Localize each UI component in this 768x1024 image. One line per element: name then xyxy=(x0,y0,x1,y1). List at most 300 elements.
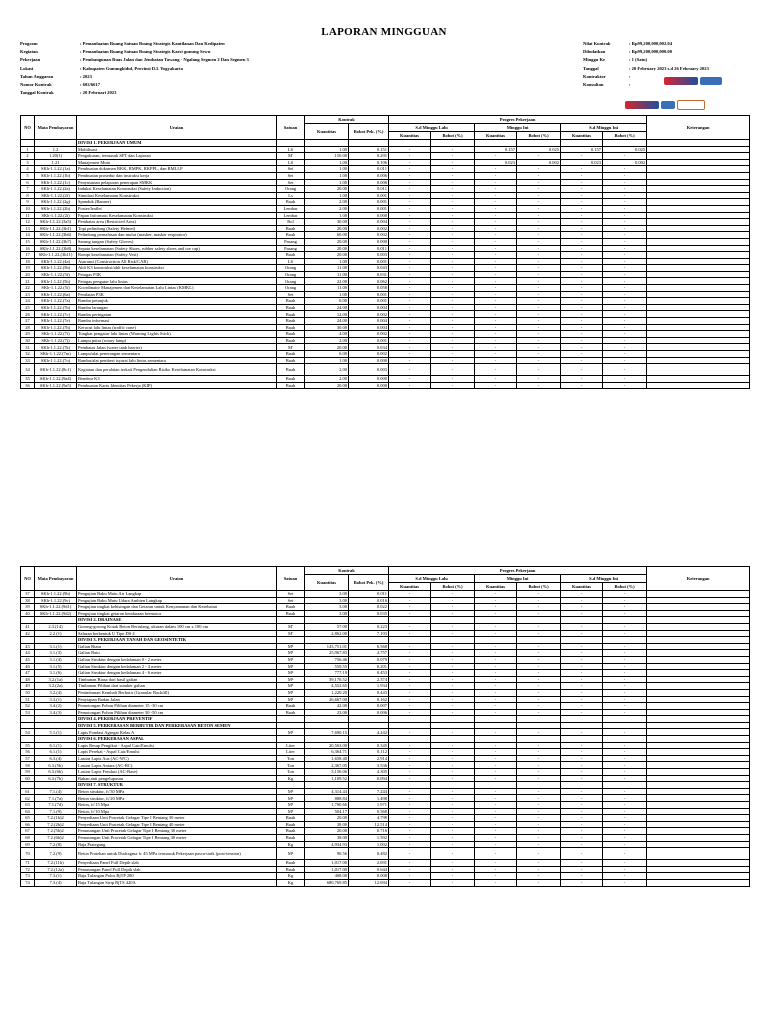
table-row xyxy=(21,749,750,756)
cell-no: 65 xyxy=(21,815,35,822)
cell-kuantitas: 1.00 xyxy=(305,172,349,179)
cell-satuan: M³ xyxy=(277,802,305,809)
cell-progress-m1: - xyxy=(475,199,517,206)
cell-progress-d1: - xyxy=(561,232,603,239)
table-row xyxy=(21,351,750,358)
cell-uraian: DIVISI 6. PERKERASAN ASPAL xyxy=(77,736,277,743)
cell-progress-d1: - xyxy=(561,795,603,802)
table-row xyxy=(21,650,750,657)
cell-progress-d1: - xyxy=(561,643,603,650)
cell-progress-d1: - xyxy=(561,788,603,795)
cell-uraian: Lapis Perekat - Aspal Cair/Emulsi xyxy=(77,749,277,756)
cell-kuantitas: 24.00 xyxy=(305,304,349,311)
cell-progress-d1: - xyxy=(561,258,603,265)
cell-keterangan xyxy=(647,298,750,305)
cell-keterangan xyxy=(647,311,750,318)
cell-progress-m2: - xyxy=(517,238,561,245)
cell-no: 33 xyxy=(21,357,35,364)
cell-progress-l1: - xyxy=(389,795,431,802)
cell-satuan: M³ xyxy=(277,808,305,815)
cell-keterangan xyxy=(647,834,750,841)
cell-bobot: 0.000 xyxy=(349,357,389,364)
cell-uraian: Pemotongan Pohon Pilihan diameter 15 -30 cm xyxy=(77,703,277,710)
cell-progress-l1: - xyxy=(389,192,431,199)
progress-table-page-2 xyxy=(20,566,750,887)
cell-satuan xyxy=(277,617,305,624)
cell-kuantitas: 1.00 xyxy=(305,166,349,173)
col-header-kontrak: Kontrak xyxy=(305,116,389,124)
cell-satuan: LS xyxy=(277,258,305,265)
cell-progress-m2: - xyxy=(517,670,561,677)
cell-progress-l2: - xyxy=(431,866,475,873)
cell-uraian: Penyusunan pelaporan penerapan SMKK xyxy=(77,179,277,186)
cell-progress-d2: - xyxy=(603,762,647,769)
cell-bobot: 0.000 xyxy=(349,376,389,383)
cell-no: 37 xyxy=(21,591,35,598)
table-row xyxy=(21,860,750,867)
cell-progress-d2: 0.002 xyxy=(603,159,647,166)
cell-progress-m2: - xyxy=(517,265,561,272)
cell-kuantitas: 1,017.00 xyxy=(305,866,349,873)
progress-table-page-1 xyxy=(20,115,750,389)
cell-progress-l2: - xyxy=(431,795,475,802)
cell-progress-l1: - xyxy=(389,709,431,716)
cell-satuan: M³ xyxy=(277,848,305,860)
cell-progress-l1: - xyxy=(389,676,431,683)
cell-keterangan xyxy=(647,285,750,292)
cell-satuan: Buah xyxy=(277,860,305,867)
cell-progress-d2: - xyxy=(603,258,647,265)
cell-progress-l2: - xyxy=(431,623,475,630)
cell-progress-d1: 0.157 xyxy=(561,146,603,153)
cell-uraian: Timbunan Pilihan dari sumber galian xyxy=(77,683,277,690)
cell-progress-d2: - xyxy=(603,841,647,848)
cell-kuantitas: 1,220.20 xyxy=(305,689,349,696)
cell-progress-d2: - xyxy=(603,291,647,298)
cell-progress-d2: - xyxy=(603,879,647,886)
cell-kuantitas: 60.00 xyxy=(305,232,349,239)
cell-uraian: Galian Biasa xyxy=(77,643,277,650)
cell-kuantitas: 1.00 xyxy=(305,146,349,153)
cell-progress-m2: - xyxy=(517,630,561,637)
cell-bobot: 0.094 xyxy=(349,775,389,782)
cell-uraian: Kerucut lalu lintas (traffic cone) xyxy=(77,324,277,331)
cell-progress-l1: - xyxy=(389,729,431,736)
cell-kuantitas: 20.00 xyxy=(305,828,349,835)
contractor-logo-icon-2 xyxy=(700,77,722,85)
cell-progress-d2: - xyxy=(603,225,647,232)
cell-progress-m1: - xyxy=(475,597,517,604)
cell-progress-d2: - xyxy=(603,252,647,259)
cell-keterangan xyxy=(647,382,750,389)
cell-progress-d2 xyxy=(603,736,647,743)
cell-bobot: 0.002 xyxy=(349,311,389,318)
cell-progress-d2: - xyxy=(603,815,647,822)
cell-progress-l1: - xyxy=(389,186,431,193)
cell-bobot xyxy=(349,782,389,789)
table-row xyxy=(21,742,750,749)
cell-keterangan xyxy=(647,219,750,226)
cell-keterangan xyxy=(647,742,750,749)
cell-progress-m2: - xyxy=(517,252,561,259)
cell-satuan: Buah xyxy=(277,199,305,206)
cell-progress-d1: - xyxy=(561,848,603,860)
cell-progress-l2: - xyxy=(431,258,475,265)
cell-progress-m2: - xyxy=(517,755,561,762)
cell-progress-m2: - xyxy=(517,285,561,292)
cell-keterangan xyxy=(647,722,750,729)
cell-progress-d2 xyxy=(603,722,647,729)
cell-mata-pembayaran xyxy=(35,782,77,789)
info-value: : Pemanfaatan Ruang Satuan Ruang Strategis Karst gunung Sewu xyxy=(80,49,211,55)
cell-uraian: Lampu putar (rotary lamp) xyxy=(77,337,277,344)
cell-progress-d2: - xyxy=(603,650,647,657)
cell-no: 32 xyxy=(21,351,35,358)
cell-progress-m2: - xyxy=(517,788,561,795)
cell-bobot: 0.079 xyxy=(349,656,389,663)
cell-progress-d1: - xyxy=(561,597,603,604)
cell-progress-d1: - xyxy=(561,219,603,226)
cell-bobot: 1.934 xyxy=(349,683,389,690)
cell-progress-m2: - xyxy=(517,278,561,285)
info-row xyxy=(20,65,440,73)
cell-keterangan xyxy=(647,232,750,239)
cell-uraian: Lapis Fondasi Agregat Kelas A xyxy=(77,729,277,736)
cell-progress-m1 xyxy=(475,140,517,147)
cell-no: 52 xyxy=(21,703,35,710)
cell-keterangan xyxy=(647,676,750,683)
cell-mata-pembayaran: SKh-1.1.22.(2a) xyxy=(35,186,77,193)
cell-progress-d2: - xyxy=(603,192,647,199)
cell-progress-m1 xyxy=(475,736,517,743)
cell-progress-d1: - xyxy=(561,344,603,351)
cell-kuantitas: 20.00 xyxy=(305,252,349,259)
cell-uraian: Koordinator Manajemen dan Keselamatan Lalu Lintas (KMKL) xyxy=(77,285,277,292)
cell-progress-l2: - xyxy=(431,159,475,166)
cell-progress-m2: - xyxy=(517,172,561,179)
cell-satuan: M³ xyxy=(277,656,305,663)
cell-bobot: 0.716 xyxy=(349,828,389,835)
cell-no xyxy=(21,722,35,729)
cell-kuantitas: 504.17 xyxy=(305,808,349,815)
cell-keterangan xyxy=(647,291,750,298)
cell-progress-l1: - xyxy=(389,597,431,604)
cell-bobot: 4.798 xyxy=(349,815,389,822)
cell-kuantitas: 1,700.66 xyxy=(305,802,349,809)
table-row xyxy=(21,324,750,331)
cell-progress-l2 xyxy=(431,722,475,729)
cell-mata-pembayaran xyxy=(35,736,77,743)
cell-bobot: 1.592 xyxy=(349,834,389,841)
table-row xyxy=(21,866,750,873)
info-row xyxy=(583,56,753,64)
cell-kuantitas: 1.00 xyxy=(305,212,349,219)
cell-keterangan xyxy=(647,591,750,598)
cell-no: 47 xyxy=(21,670,35,677)
cell-bobot xyxy=(349,722,389,729)
cell-uraian: Rambu larangan xyxy=(77,304,277,311)
consultant-logos xyxy=(625,96,705,114)
col-header-sub-bobot: Bobot (%) xyxy=(517,132,561,140)
cell-progress-l1: - xyxy=(389,703,431,710)
cell-bobot: 0.151 xyxy=(349,146,389,153)
cell-keterangan xyxy=(647,736,750,743)
col-header-sd-minggu-ini: S.d Minggu Ini xyxy=(561,575,647,583)
cell-keterangan xyxy=(647,808,750,815)
cell-keterangan xyxy=(647,271,750,278)
table-row xyxy=(21,311,750,318)
cell-progress-m2: - xyxy=(517,271,561,278)
cell-no: 3 xyxy=(21,159,35,166)
cell-progress-d1: - xyxy=(561,729,603,736)
cell-progress-l1: - xyxy=(389,232,431,239)
cell-no: 36 xyxy=(21,382,35,389)
cell-progress-l1: - xyxy=(389,775,431,782)
col-header-minggu-ini: Minggu Ini xyxy=(475,575,561,583)
cell-kuantitas xyxy=(305,716,349,723)
cell-progress-d2: - xyxy=(603,318,647,325)
cell-progress-d2: - xyxy=(603,821,647,828)
cell-progress-l1: - xyxy=(389,650,431,657)
cell-no: 9 xyxy=(21,199,35,206)
cell-progress-m2: - xyxy=(517,709,561,716)
cell-no: 34 xyxy=(21,364,35,376)
cell-no: 14 xyxy=(21,232,35,239)
cell-progress-m2: - xyxy=(517,860,561,867)
cell-progress-d1: - xyxy=(561,703,603,710)
cell-uraian: Beton Pratekan untuk Diafragma fc 45 MPa termasuk Pekerjaan pasca-tarik (post-tension) xyxy=(77,848,277,860)
cell-progress-l2: - xyxy=(431,860,475,867)
cell-progress-m2: - xyxy=(517,199,561,206)
cell-keterangan xyxy=(647,357,750,364)
cell-progress-d2: - xyxy=(603,278,647,285)
cell-progress-m1: - xyxy=(475,703,517,710)
cell-mata-pembayaran: 7.1.(4) xyxy=(35,788,77,795)
cell-progress-l1: - xyxy=(389,225,431,232)
cell-satuan: Ls xyxy=(277,192,305,199)
cell-progress-m2: - xyxy=(517,643,561,650)
cell-mata-pembayaran: SKh-1.1.22.(7k) xyxy=(35,344,77,351)
cell-progress-l1: - xyxy=(389,866,431,873)
cell-keterangan xyxy=(647,199,750,206)
cell-progress-m1: - xyxy=(475,245,517,252)
info-row xyxy=(583,48,753,56)
cell-progress-l2: - xyxy=(431,709,475,716)
info-row xyxy=(20,73,440,81)
cell-mata-pembayaran: 1.20(1) xyxy=(35,153,77,160)
cell-bobot: 0.016 xyxy=(349,597,389,604)
cell-progress-m2: - xyxy=(517,337,561,344)
cell-progress-d2: - xyxy=(603,285,647,292)
cell-no: 72 xyxy=(21,866,35,873)
cell-progress-l2: - xyxy=(431,382,475,389)
cell-satuan: M³ xyxy=(277,663,305,670)
cell-satuan: Buah xyxy=(277,252,305,259)
cell-progress-d1: - xyxy=(561,304,603,311)
table-row xyxy=(21,225,750,232)
cell-progress-m2: - xyxy=(517,610,561,617)
cell-satuan: Buah xyxy=(277,331,305,338)
col-header-sub-bobot: Bobot (%) xyxy=(603,132,647,140)
cell-kuantitas: 1,658.40 xyxy=(305,755,349,762)
cell-satuan: Buah xyxy=(277,311,305,318)
cell-no: 18 xyxy=(21,258,35,265)
cell-satuan: Buah xyxy=(277,364,305,376)
cell-progress-l2: - xyxy=(431,146,475,153)
cell-keterangan xyxy=(647,656,750,663)
cell-progress-l1: - xyxy=(389,166,431,173)
cell-mata-pembayaran: SKh-1.1.22.(9d2) xyxy=(35,610,77,617)
cell-uraian: DIVISI 2. DRAINASE xyxy=(77,617,277,624)
cell-keterangan xyxy=(647,304,750,311)
info-value: : Pembangunan Ruas Jalan dan Jembatan Tawang - Ngalang Segmen 2 Dan Segmen 3 xyxy=(80,57,249,63)
cell-uraian: Penyiapan Badan Jalan xyxy=(77,696,277,703)
col-header-progres: Progres Pekerjaan xyxy=(389,567,647,575)
cell-progress-l1: - xyxy=(389,179,431,186)
cell-progress-l2: - xyxy=(431,205,475,212)
cell-progress-m1: - xyxy=(475,232,517,239)
cell-kuantitas: 20.00 xyxy=(305,382,349,389)
table-row xyxy=(21,828,750,835)
cell-progress-l2: - xyxy=(431,318,475,325)
cell-progress-m1: - xyxy=(475,591,517,598)
cell-progress-m1: - xyxy=(475,769,517,776)
info-label: Pekerjaan xyxy=(20,57,41,63)
cell-progress-d2: - xyxy=(603,696,647,703)
cell-progress-l1: - xyxy=(389,683,431,690)
cell-progress-l2: - xyxy=(431,357,475,364)
cell-progress-d2: - xyxy=(603,683,647,690)
cell-progress-l2: - xyxy=(431,192,475,199)
cell-progress-m1: - xyxy=(475,802,517,809)
cell-bobot: 0.001 xyxy=(349,291,389,298)
cell-bobot: 2.374 xyxy=(349,676,389,683)
cell-progress-d2: - xyxy=(603,364,647,376)
cell-progress-d2: - xyxy=(603,676,647,683)
cell-keterangan xyxy=(647,637,750,644)
table-row xyxy=(21,212,750,219)
cell-progress-m1: - xyxy=(475,285,517,292)
info-label: Minggu Ke xyxy=(583,57,606,63)
cell-progress-m2 xyxy=(517,782,561,789)
cell-uraian: Spanduk (Banner) xyxy=(77,199,277,206)
cell-progress-l2: - xyxy=(431,351,475,358)
cell-uraian: Pembatas area (Restricted Area) xyxy=(77,219,277,226)
info-value: : Pemanfaatan Ruang Satuan Ruang Strategis Kantilanan Dan Kedipaten xyxy=(80,41,225,46)
table-row xyxy=(21,285,750,292)
cell-progress-l2: - xyxy=(431,683,475,690)
cell-satuan: Buah xyxy=(277,304,305,311)
cell-bobot: 0.003 xyxy=(349,364,389,376)
cell-uraian: Induksi Keselamatan Konstruksi (Safety Induction) xyxy=(77,186,277,193)
cell-progress-l1 xyxy=(389,637,431,644)
cell-progress-m1: - xyxy=(475,324,517,331)
cell-mata-pembayaran: SKh-1.1.22.(5i) xyxy=(35,285,77,292)
cell-mata-pembayaran: SKh-1.1.22.(8c1) xyxy=(35,364,77,376)
cell-progress-m2: - xyxy=(517,795,561,802)
cell-progress-m2: - xyxy=(517,808,561,815)
cell-progress-d2: - xyxy=(603,205,647,212)
cell-keterangan xyxy=(647,716,750,723)
cell-progress-m2: - xyxy=(517,749,561,756)
cell-satuan: Set xyxy=(277,291,305,298)
info-row xyxy=(20,40,440,48)
cell-progress-d1: - xyxy=(561,318,603,325)
cell-mata-pembayaran: 3.4.(2) xyxy=(35,703,77,710)
cell-mata-pembayaran: SKh-1.1.22.(2h) xyxy=(35,205,77,212)
cell-progress-m1: - xyxy=(475,344,517,351)
cell-satuan: Buah xyxy=(277,815,305,822)
table-row xyxy=(21,762,750,769)
cell-uraian: Pembatas Jalan (water tank barrier) xyxy=(77,344,277,351)
cell-progress-m2: - xyxy=(517,802,561,809)
cell-satuan: Buah xyxy=(277,834,305,841)
cell-progress-l1: - xyxy=(389,205,431,212)
cell-no: 51 xyxy=(21,696,35,703)
cell-progress-d2: - xyxy=(603,802,647,809)
cell-uraian: Pemasangan Panel Full Depth slab xyxy=(77,866,277,873)
cell-bobot: 0.223 xyxy=(349,623,389,630)
cell-progress-d1: - xyxy=(561,676,603,683)
cell-kuantitas: 1.00 xyxy=(305,179,349,186)
cell-bobot: 0.011 xyxy=(349,186,389,193)
cell-progress-m1: - xyxy=(475,153,517,160)
cell-no: 20 xyxy=(21,271,35,278)
col-header-sub-kuantitas: Kuantitas xyxy=(561,583,603,591)
info-label: Dibulatkan xyxy=(583,49,606,55)
cell-progress-l1: - xyxy=(389,291,431,298)
cell-uraian: Pengukuran, termasuk SFT dan Laporan xyxy=(77,153,277,160)
cell-progress-d2: - xyxy=(603,298,647,305)
cell-keterangan xyxy=(647,762,750,769)
cell-progress-m2: - xyxy=(517,689,561,696)
cell-progress-m1: - xyxy=(475,663,517,670)
cell-uraian: Bendera K3 xyxy=(77,376,277,383)
cell-mata-pembayaran: SKh-1.1.22.(6a) xyxy=(35,291,77,298)
cell-progress-d2: - xyxy=(603,172,647,179)
cell-bobot: 4.757 xyxy=(349,650,389,657)
cell-uraian: Baja Prategang xyxy=(77,841,277,848)
cell-progress-d1: - xyxy=(561,298,603,305)
cell-progress-m1: - xyxy=(475,742,517,749)
cell-no: 22 xyxy=(21,285,35,292)
col-header-keterangan: Keterangan xyxy=(647,567,750,591)
cell-keterangan xyxy=(647,245,750,252)
cell-bobot: 0.002 xyxy=(349,232,389,239)
cell-progress-d1: - xyxy=(561,285,603,292)
cell-progress-m2: 0.002 xyxy=(517,159,561,166)
cell-progress-l2: - xyxy=(431,344,475,351)
cell-progress-m2: - xyxy=(517,696,561,703)
cell-kuantitas: 20.00 xyxy=(305,225,349,232)
cell-progress-l1: - xyxy=(389,663,431,670)
cell-progress-d2: - xyxy=(603,788,647,795)
cell-progress-l2: - xyxy=(431,291,475,298)
table-row xyxy=(21,821,750,828)
cell-bobot: 0.000 xyxy=(349,382,389,389)
cell-mata-pembayaran: 3.2.(2a) xyxy=(35,683,77,690)
cell-uraian: Rambu/alat pemberi isyarat lalu lintas sementara xyxy=(77,357,277,364)
cell-progress-d2: - xyxy=(603,166,647,173)
cell-bobot: 0.004 xyxy=(349,304,389,311)
cell-bobot: 0.162 xyxy=(349,696,389,703)
cell-progress-d2: - xyxy=(603,337,647,344)
cell-progress-d1: - xyxy=(561,656,603,663)
table-row xyxy=(21,172,750,179)
cell-progress-l1: - xyxy=(389,762,431,769)
cell-uraian: DIVISI 4. PEKERJAAN PREVENTIF xyxy=(77,716,277,723)
cell-uraian: Asuransi (Construction All Risk/CAR) xyxy=(77,258,277,265)
